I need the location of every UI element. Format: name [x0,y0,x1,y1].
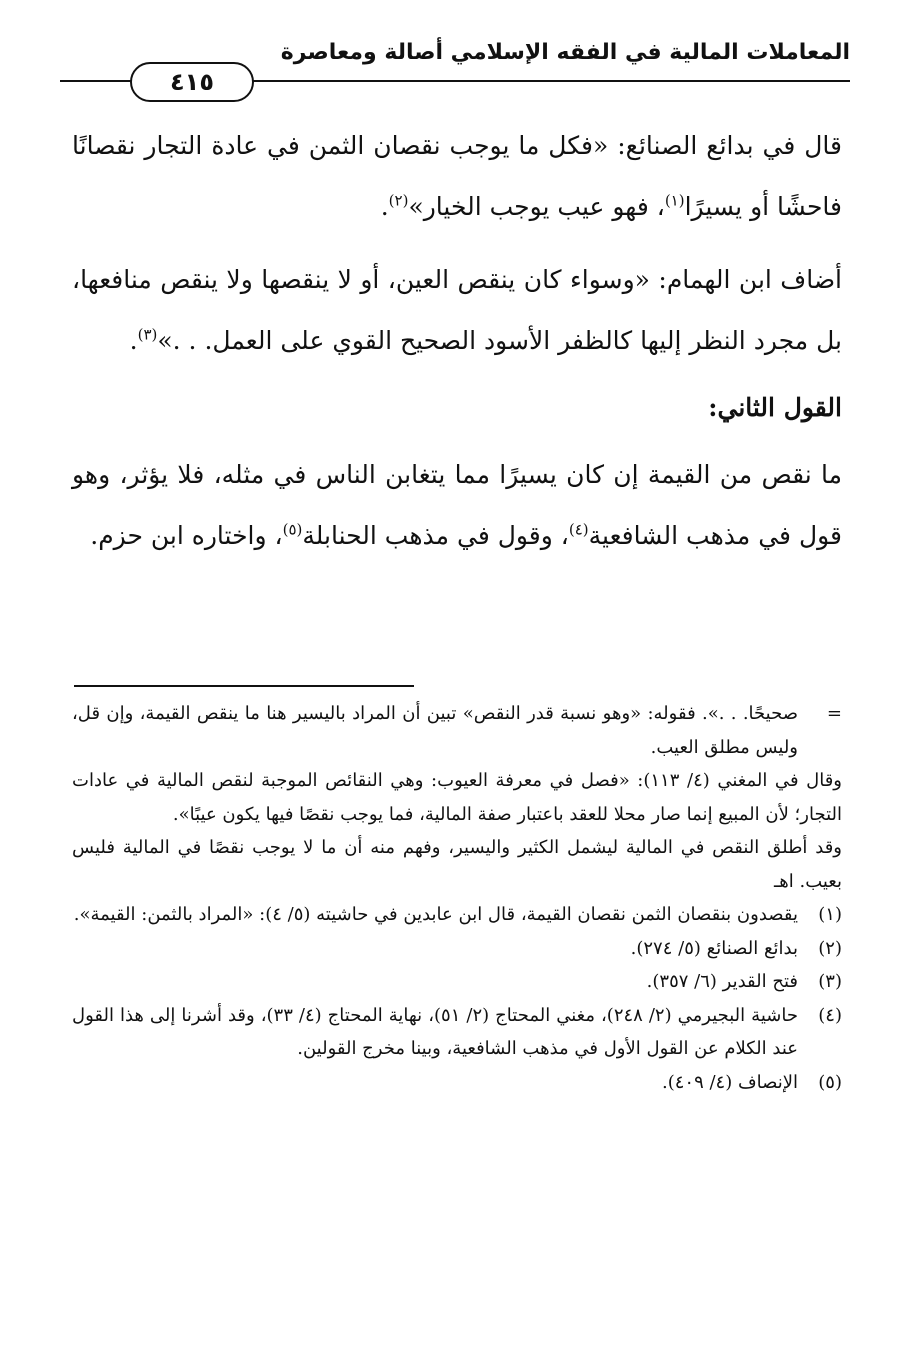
footnote-3: (٣) فتح القدير (٦/ ٣٥٧). [646,971,842,992]
footnote-ref-4: (٤) [568,520,589,539]
footnote-ref-1: (١) [664,191,685,210]
footnote-continuation-conclusion: وقد أطلق النقص في المالية ليشمل الكثير واليسير، وفهم منه أن ما لا يوجب نقصًا في المالية فليس بعيب. اهـ [72,837,842,892]
footnote-ref-2: (٢) [388,191,409,210]
paragraph-ibn-alhumam: أضاف ابن الهمام: «وسواء كان ينقص العين، أو لا ينقصها ولا ينقص منافعها، بل مجرد النظر إليها كالظفر الأسود الصحيح القوي على العمل. . .»$^{(٣)}$. [72,265,842,355]
paragraph-second-opinion: ما نقص من القيمة إن كان يسيرًا مما يتغابن الناس في مثله، فلا يؤثر، وهو قول في مذهب الشافعية$^{(٤)}$، وقول في مذهب الحنابلة$^{(٥)}$، واختاره ابن حزم. [72,460,842,550]
running-title: المعاملات المالية في الفقه الإسلامي أصالة ومعاصرة [280,40,850,65]
footnote-continuation: = صحيحًا. . .». فقوله: «وهو نسبة قدر النقص» تبين أن المراد باليسير هنا ما ينقص القيمة، وإن قل، وليس مطلق العيب. [72,697,842,764]
footnote-2: (٢) بدائع الصنائع (٥/ ٢٧٤). [630,937,842,959]
footnote-continuation-mughni: وقال في المغني (٤/ ١١٣): «فصل في معرفة العيوب: وهي النقائص الموجبة لنقص المالية في عادات التجار؛ لأن المبيع إنما صار محلا للعقد باعتبار صفة المالية، فما يوجب نقصًا فيها يكون عيبًا». [72,770,842,825]
page-header [60,40,850,100]
main-text [72,115,842,566]
footnote-ref-3: (٣) [137,325,158,344]
footnote-1: (١) يقصدون بنقصان الثمن نقصان القيمة، قال ابن عابدين في حاشيته (٥/ ٤): «المراد بالثمن: القيمة». [73,904,842,925]
section-heading: القول الثاني: [708,393,842,422]
footnote-4: (٤) حاشية البجيرمي (٢/ ٢٤٨)، مغني المحتاج (٢/ ٥١)، نهاية المحتاج (٤/ ٣٣)، وقد أشرنا إلى هذا القول عند الكلام عن القول الأول في مذهب الشافعية، وبينا مخرج القولين. [72,1004,842,1059]
paragraph-badai: قال في بدائع الصنائع: «فكل ما يوجب نقصان الثمن في عادة التجار نقصانًا فاحشًا أو يسيرًا$^{(١)}$، فهو عيب يوجب الخيار»$^{(٢)}$. [72,131,842,221]
footnotes [72,697,842,1099]
footnote-5: (٥) الإنصاف (٤/ ٤٠٩). [661,1071,842,1093]
continuation-mark: = [826,703,842,724]
page-number: ٤١٥ [130,62,254,102]
footnote-ref-5: (٥) [282,520,303,539]
footnote-separator [74,685,414,687]
